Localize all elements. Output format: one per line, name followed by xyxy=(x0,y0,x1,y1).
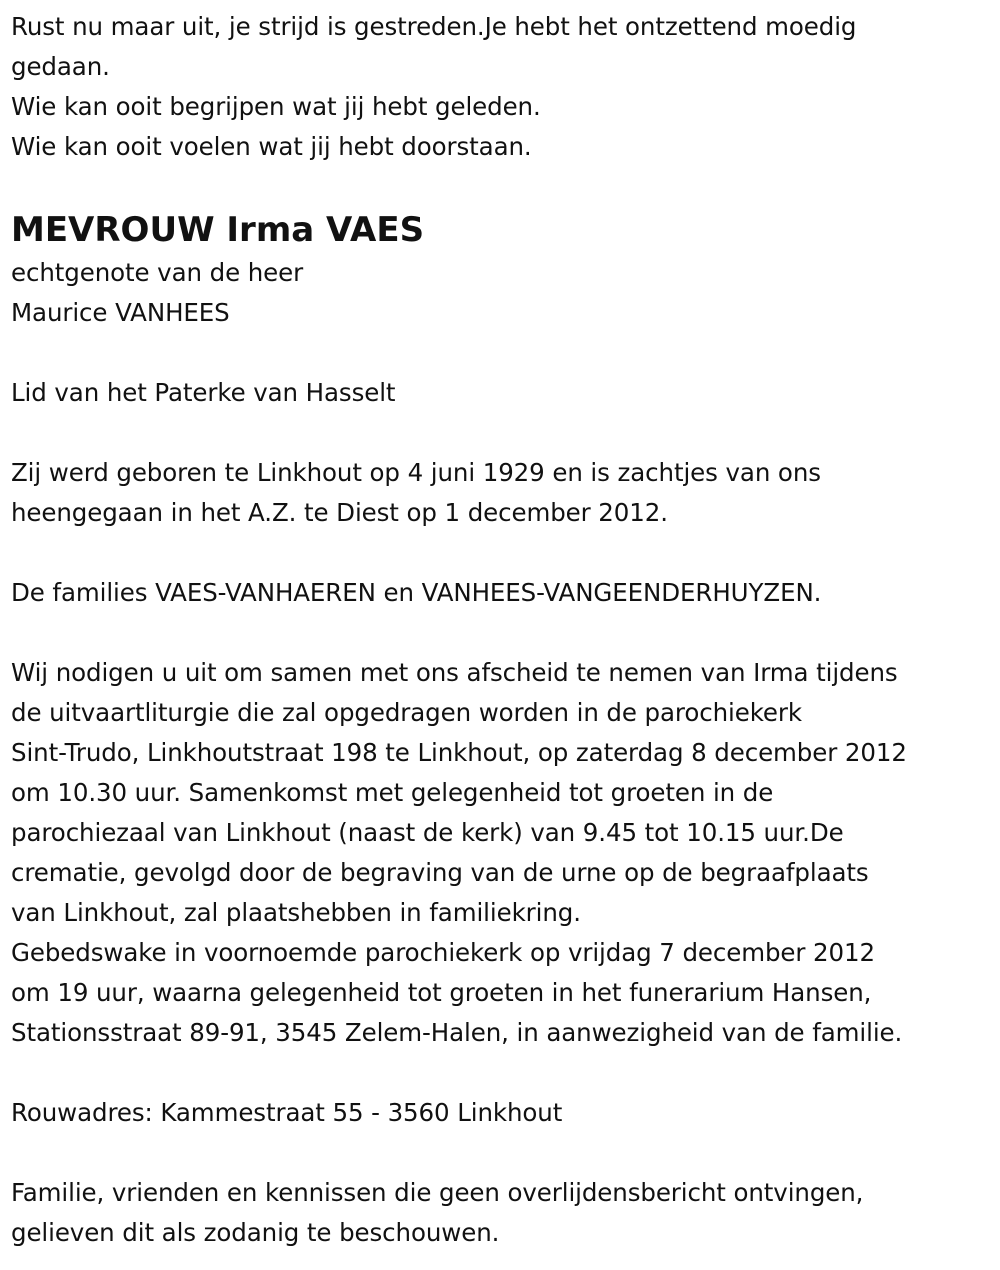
membership xyxy=(11,373,1000,413)
text-line: parochiezaal van Linkhout (naast de kerk) van 9.45 tot 10.15 uur.De xyxy=(11,818,844,847)
text-line: De families VAES-VANHAEREN en VANHEES-VANGEENDERHUYZEN. xyxy=(11,578,822,607)
text-line: Rouwadres: Kammestraat 55 - 3560 Linkhout xyxy=(11,1098,563,1127)
poem-line: Wie kan ooit begrijpen wat jij hebt geleden. xyxy=(11,92,541,121)
mourning-address xyxy=(11,1093,1000,1133)
poem-line: gedaan. xyxy=(11,52,110,81)
text-line: gelieven dit als zodanig te beschouwen. xyxy=(11,1218,500,1247)
poem xyxy=(11,7,1000,167)
text-line: crematie, gevolgd door de begraving van de urne op de begraafplaats xyxy=(11,858,869,887)
text-line: om 19 uur, waarna gelegenheid tot groeten in het funerarium Hansen, xyxy=(11,978,872,1007)
text-line: om 10.30 uur. Samenkomst met gelegenheid tot groeten in de xyxy=(11,778,774,807)
text-line: heengegaan in het A.Z. te Diest op 1 december 2012. xyxy=(11,498,668,527)
text-line: Familie, vrienden en kennissen die geen overlijdensbericht ontvingen, xyxy=(11,1178,864,1207)
text-line: Maurice VANHEES xyxy=(11,298,230,327)
deceased-name: MEVROUW Irma VAES xyxy=(11,210,425,250)
text-line: Sint-Trudo, Linkhoutstraat 198 te Linkhout, op zaterdag 8 december 2012 xyxy=(11,738,907,767)
text-line: Gebedswake in voornoemde parochiekerk op vrijdag 7 december 2012 xyxy=(11,938,876,967)
funeral-invitation xyxy=(11,653,1000,1053)
obituary-document xyxy=(11,7,1000,1253)
closing-note xyxy=(11,1173,1000,1253)
poem-line: Wie kan ooit voelen wat jij hebt doorstaan. xyxy=(11,132,532,161)
spouse-info xyxy=(11,253,1000,333)
text-line: Stationsstraat 89-91, 3545 Zelem-Halen, in aanwezigheid van de familie. xyxy=(11,1018,903,1047)
birth-death-info xyxy=(11,453,1000,533)
text-line: de uitvaartliturgie die zal opgedragen worden in de parochiekerk xyxy=(11,698,802,727)
text-line: echtgenote van de heer xyxy=(11,258,304,287)
poem-line: Rust nu maar uit, je strijd is gestreden.Je hebt het ontzettend moedig xyxy=(11,12,857,41)
families xyxy=(11,573,1000,613)
text-line: van Linkhout, zal plaatshebben in familiekring. xyxy=(11,898,581,927)
text-line: Wij nodigen u uit om samen met ons afscheid te nemen van Irma tijdens xyxy=(11,658,898,687)
text-line: Lid van het Paterke van Hasselt xyxy=(11,378,396,407)
text-line: Zij werd geboren te Linkhout op 4 juni 1929 en is zachtjes van ons xyxy=(11,458,821,487)
